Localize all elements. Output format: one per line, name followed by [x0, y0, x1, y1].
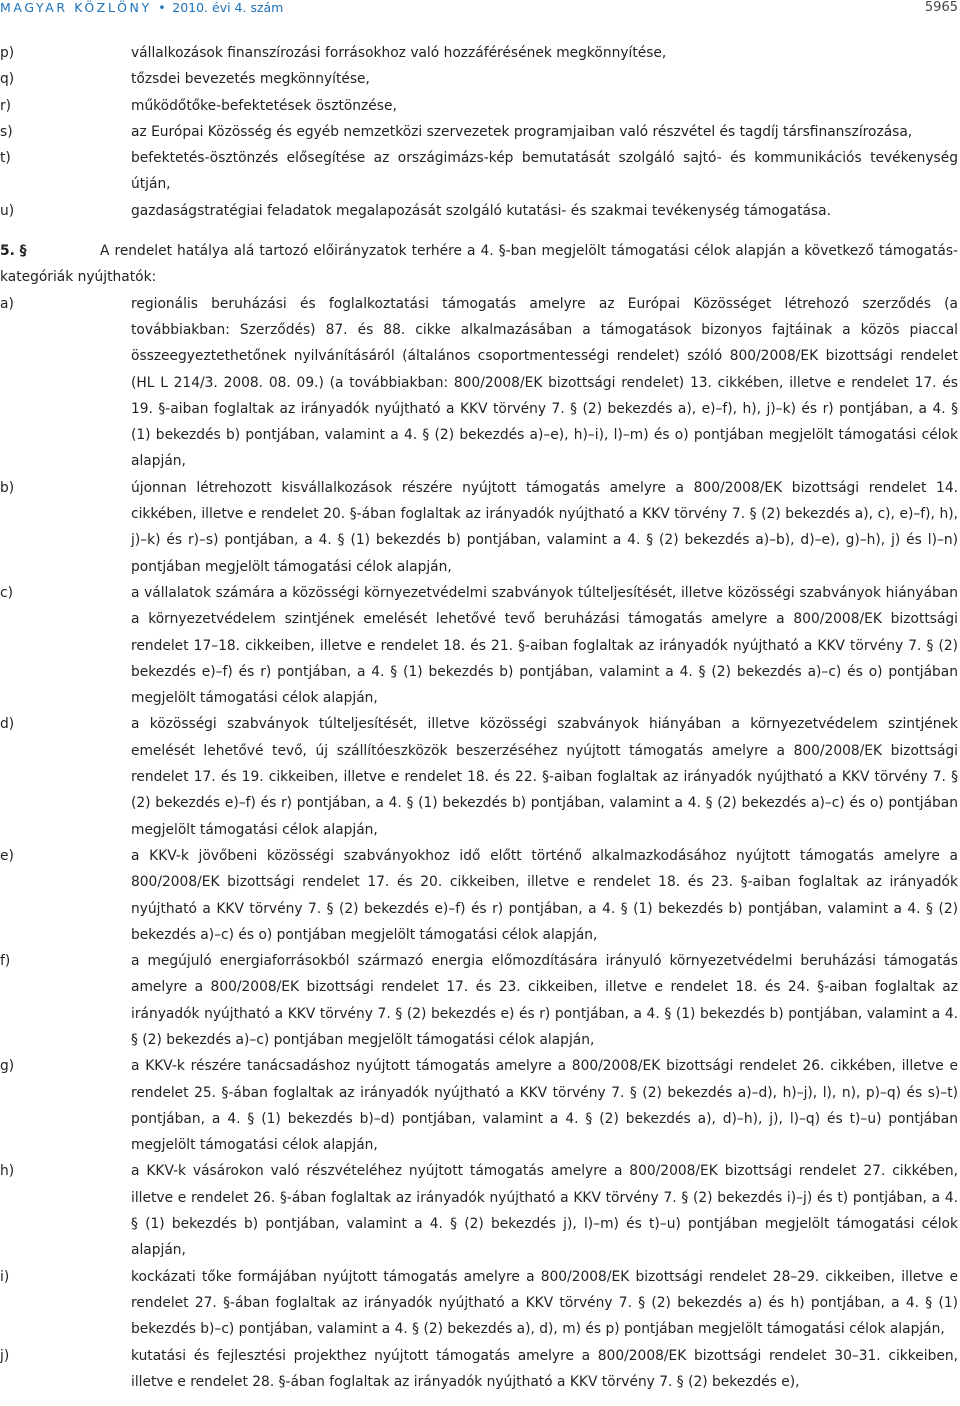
item-text: regionális beruházási és foglalkoztatási támogatás amelyre az Európai Közösséget létrehozó szerződés (a továbbiakban: Szerződés) 87. és 88. cikke alkalmazásában a támogatások bizonyos fajtáinak a közös piaccal összeegyeztethetőnek nyilvánításáról (általános csoportmentességi rendelet) szóló 800/2008/EK bizottsági rendelet (HL L 214/3. 2008. 08. 09.) (a továbbiakban: 800/2008/EK bizottsági rendelet) 13. cikkében, illetve e rendelet 17. és 19. §-aiban foglaltak az irányadók nyújtható a KKV törvény 7. § (2) bekezdés a), e)–f), h), j)–k) és r) pontjában, a 4. § (1) bekezdés b) pontjában, valamint a 4. § (2) bekezdés a)–e), h)–i), l)–m) és o) pontjában megjelölt támogatási célok alapján, [131, 295, 958, 470]
item-text: gazdaságstratégiai feladatok megalapozását szolgáló kutatási- és szakmai tevékenység támogatása. [131, 202, 831, 219]
item-label: b) [0, 479, 15, 496]
item-label: d) [0, 716, 15, 733]
item-label: q) [0, 71, 15, 88]
page-number: 5965 [924, 0, 958, 15]
item-text: újonnan létrehozott kisvállalkozások részére nyújtott támogatás amelyre a 800/2008/EK bizottsági rendelet 14. cikkében, illetve e rendelet 20. §-ában foglaltak az irányadók nyújtható a KKV törvény 7. § (2) bekezdés a), c), e)–f), h), j)–k) és r)–s) pontjában, a 4. § (1) bekezdés b) pontjában, valamint a 4. § (2) bekezdés a)–b), d)–e), g)–h), j) és l)–n) pontjában megjelölt támogatási célok alapján, [131, 479, 958, 575]
section-number: 5. § [0, 243, 27, 260]
item-text: a KKV-k vásárokon való részvételéhez nyújtott támogatás amelyre a 800/2008/EK bizottsági rendelet 27. cikkében, illetve e rendelet 26. §-ában foglaltak az irányadók nyújtható a KKV törvény 7. § (2) bekezdés i)–j) és t) pontjában, a 4. § (1) bekezdés b) pontjában, valamint a 4. § (2) bekezdés j), l)–m) és t)–u) pontjában megjelölt támogatási célok alapján, [131, 1163, 958, 1259]
item-label: h) [0, 1163, 15, 1180]
item-text: befektetés-ösztönzés elősegítése az országimázs-kép bemutatását szolgáló sajtó- és kommunikációs tevékenység útján, [131, 150, 958, 193]
item-text: a közösségi szabványok túlteljesítését, illetve közösségi szabványok hiányában a környezetvédelem szintjének emelését lehetővé tevő, új szállítóeszközök beszerzéséhez nyújtott támogatás amelyre a 800/2008/EK bizottsági rendelet 17. és 19. cikkeiben, illetve e rendelet 18. és 22. §-aiban foglaltak az irányadók nyújtható a KKV törvény 7. § (2) bekezdés e)–f) és r) pontjában, a 4. § (1) bekezdés b) pontjában, valamint a 4. § (2) bekezdés a)–c) és o) pontjában megjelölt támogatási célok alapján, [131, 716, 958, 838]
item-label: e) [0, 847, 14, 864]
item-label: c) [0, 584, 13, 601]
list-first [0, 40, 960, 224]
item-text: működőtőke-befektetések ösztönzése, [131, 97, 397, 114]
list-item-s [0, 119, 960, 145]
section-5 [0, 238, 960, 291]
list-item-f [0, 948, 960, 1053]
list-item-i [0, 1264, 960, 1343]
item-text: kutatási és fejlesztési projekthez nyújtott támogatás amelyre a 800/2008/EK bizottsági rendelet 30–31. cikkeiben, illetve e rendelet 28. §-ában foglaltak az irányadók nyújtható a KKV törvény 7. § (2) bekezdés e), [131, 1347, 958, 1390]
item-text: a KKV-k jövőbeni közösségi szabványokhoz idő előtt történő alkalmazkodásához nyújtott támogatás amelyre a 800/2008/EK bizottsági rendelet 17. és 20. cikkeiben, illetve e rendelet 18. és 23. §-aiban foglaltak az irányadók nyújtható a KKV törvény 7. § (2) bekezdés e)–f) és r) pontjában, a 4. § (1) bekezdés b) pontjában, valamint a 4. § (2) bekezdés a)–c) és o) pontjában megjelölt támogatási célok alapján, [131, 847, 958, 943]
list-item-q [0, 66, 960, 92]
item-label: f) [0, 953, 11, 970]
list-second [0, 291, 960, 1395]
header-bullet: • [158, 0, 166, 15]
item-label: u) [0, 202, 15, 219]
item-label: a) [0, 295, 14, 312]
list-item-b [0, 475, 960, 580]
item-label: g) [0, 1058, 15, 1075]
item-label: p) [0, 45, 15, 61]
list-item-a [0, 291, 960, 475]
list-item-r [0, 93, 960, 119]
issue-date: 2010. évi 4. szám [172, 0, 284, 15]
list-item-d [0, 711, 960, 842]
item-label: r) [0, 97, 12, 114]
list-item-p [0, 40, 960, 66]
list-item-t [0, 145, 960, 198]
item-label: i) [0, 1268, 10, 1285]
section-intro: A rendelet hatálya alá tartozó előirányzatok terhére a 4. §-ban megjelölt támogatási célok alapján a következő támogatás-kategóriák nyújthatók: [0, 243, 958, 286]
journal-title [0, 0, 283, 16]
item-text: tőzsdei bevezetés megkönnyítése, [131, 71, 370, 88]
list-item-j [0, 1343, 960, 1396]
item-label: t) [0, 150, 11, 167]
item-text: a KKV-k részére tanácsadáshoz nyújtott támogatás amelyre a 800/2008/EK bizottsági rendelet 26. cikkében, illetve e rendelet 25. §-ában foglaltak az irányadók nyújtható a KKV törvény 7. § (2) bekezdés a)–d), h)–j), l), n), p)–q) és s)–t) pontjában, a 4. § (1) bekezdés b)–d) pontjában, valamint a 4. § (2) bekezdés a), d)–h), j), l)–q) és t)–u) pontjában megjelölt támogatási célok alapján, [131, 1058, 958, 1154]
list-item-e [0, 843, 960, 948]
item-text: kockázati tőke formájában nyújtott támogatás amelyre a 800/2008/EK bizottsági rendelet 28–29. cikkeiben, illetve e rendelet 27. §-ában foglaltak az irányadók nyújtható a KKV törvény 7. § (2) bekezdés a) és h) pontjában, a 4. § (1) bekezdés b)–c) pontjában, valamint a 4. § (2) bekezdés a), d), m) és p) pontjában megjelölt támogatási célok alapján, [131, 1268, 958, 1338]
list-item-h [0, 1158, 960, 1263]
item-text: vállalkozások finanszírozási forrásokhoz való hozzáférésének megkönnyítése, [131, 45, 667, 61]
item-label: j) [0, 1347, 10, 1364]
item-text: az Európai Közösség és egyéb nemzetközi szervezetek programjaiban való részvétel és tagdíj társfinanszírozása, [131, 123, 913, 140]
page-header [0, 0, 960, 20]
list-item-u [0, 198, 960, 224]
item-label: s) [0, 123, 13, 140]
list-item-c [0, 580, 960, 711]
item-text: a vállalatok számára a közösségi környezetvédelmi szabványok túlteljesítését, illetve közösségi szabványok hiányában a környezetvédelem szintjének emelését lehetővé tevő beruházási támogatás amelyre a 800/2008/EK bizottsági rendelet 17–18. cikkeiben, illetve e rendelet 18. és 21. §-aiban foglaltak az irányadók nyújtható a KKV törvény 7. § (2) bekezdés e)–f) és r) pontjában, a 4. § (1) bekezdés b) pontjában, valamint a 4. § (2) bekezdés a)–c) és o) pontjában megjelölt támogatási célok alapján, [131, 584, 958, 707]
document-body [0, 40, 960, 1395]
list-item-g [0, 1053, 960, 1158]
journal-name: MAGYAR KÖZLÖNY [0, 0, 152, 15]
item-text: a megújuló energiaforrásokból származó energia előmozdítására irányuló környezetvédelmi beruházási támogatás amelyre a 800/2008/EK bizottsági rendelet 17. és 23. cikkeiben, illetve e rendelet 18. és 24. §-aiban foglaltak az irányadók nyújtható a KKV törvény 7. § (2) bekezdés e) és r) pontjában, a 4. § (1) bekezdés b) pontjában, valamint a 4. § (2) bekezdés a)–c) pontjában megjelölt támogatási célok alapján, [131, 953, 958, 1048]
